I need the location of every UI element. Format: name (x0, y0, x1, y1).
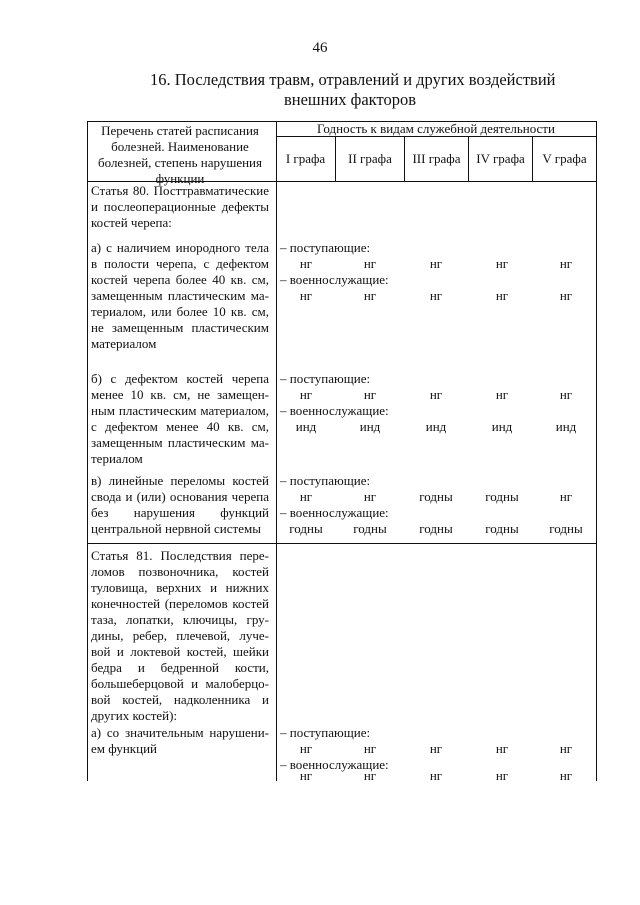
text-line: таза, лопатки, ключицы, гру- (91, 612, 269, 627)
section-title-line-2: внешних факторов (283, 90, 417, 109)
verdict-cell: нг (299, 741, 313, 756)
section-title-line-1: 16. Последствия травм, отравлений и других воздействий (150, 70, 556, 89)
text-line: костей черепа: (91, 215, 172, 230)
verdict-cell: нг (299, 489, 313, 504)
recruits-label: – поступающие: (280, 371, 371, 386)
verdict-cell: нг (559, 741, 573, 756)
text-line: замещенным пластическим ма- (91, 435, 269, 450)
text-line: а) со значительным нарушени- (91, 725, 269, 740)
verdict-cell: нг (429, 768, 443, 783)
verdict-cell: нг (429, 256, 443, 271)
verdict-cell: нг (559, 288, 573, 303)
verdict-cell: годны (549, 521, 583, 536)
verdict-cell: нг (299, 288, 313, 303)
servicemen-label: – военнослужащие: (280, 505, 389, 520)
verdict-cell: нг (559, 256, 573, 271)
text-line: в) линейные переломы костей (91, 473, 269, 488)
verdict-cell: годны (289, 521, 323, 536)
verdict-cell: годны (419, 521, 453, 536)
text-line: без нарушения функций (91, 505, 269, 520)
verdict-cell: нг (363, 489, 377, 504)
header-left-line: болезней, степень нарушения (98, 155, 262, 170)
verdict-cell: инд (359, 419, 381, 434)
verdict-cell: инд (491, 419, 513, 434)
article80-a-text (91, 240, 269, 352)
article-divider (87, 543, 597, 544)
header-left-line: функции (155, 171, 205, 186)
text-line: центральной нервной системы (91, 521, 261, 536)
verdict-cell: нг (495, 768, 509, 783)
verdict-cell: нг (559, 768, 573, 783)
verdict-cell: нг (299, 387, 313, 402)
servicemen-label: – военнослужащие: (280, 757, 389, 772)
column-header-1: I графа (285, 151, 326, 166)
verdict-cell: годны (353, 521, 387, 536)
recruits-label: – поступающие: (280, 725, 371, 740)
text-line: ем функций (91, 741, 157, 756)
column-header-3: III графа (412, 151, 461, 166)
verdict-cell: годны (419, 489, 453, 504)
text-line: конечностей (переломов костей (91, 596, 269, 611)
header-left (88, 123, 272, 187)
text-line: не замещенным пластическим (91, 320, 269, 335)
text-line: а) с наличием инородного тела (91, 240, 269, 255)
table-left-border (87, 121, 88, 781)
verdict-cell: годны (485, 489, 519, 504)
verdict-cell: нг (363, 741, 377, 756)
article81-title (91, 548, 269, 724)
verdict-cell: нг (495, 741, 509, 756)
text-line: материалом (91, 336, 157, 351)
text-line: менее 10 кв. см, не замещен- (91, 387, 269, 402)
text-line: бедра и бедренной кости, (91, 660, 269, 675)
text-line: б) с дефектом костей черепа (91, 371, 269, 386)
text-line: свода и (или) основания черепа (91, 489, 269, 504)
text-line: вой костей, надколенника и (91, 692, 269, 707)
text-line: Статья 80. Посттравматические (91, 183, 269, 198)
text-line: териалом (91, 451, 143, 466)
text-line: замещенным пластическим ма- (91, 288, 269, 303)
text-line: большеберцовой и малоберцо- (91, 676, 269, 691)
article81-a-text (91, 725, 269, 757)
header-right: Годность к видам служебной деятельности (317, 121, 555, 136)
text-line: с дефектом менее 40 кв. см, (91, 419, 269, 434)
text-line: в полости черепа, с дефектом (91, 256, 269, 271)
text-line: дины, ребер, плечевой, луче- (91, 628, 269, 643)
text-line: костей черепа более 40 кв. см, (91, 272, 269, 287)
servicemen-label: – военнослужащие: (280, 272, 389, 287)
text-line: других костей): (91, 708, 178, 723)
verdict-cell: нг (429, 741, 443, 756)
article80-c-text (91, 473, 269, 537)
verdict-cell: нг (559, 387, 573, 402)
verdict-cell: нг (363, 256, 377, 271)
column-header-2: II графа (348, 151, 392, 166)
verdict-cell: инд (555, 419, 577, 434)
text-line: ломов позвоночника, костей (91, 564, 269, 579)
article80-title (91, 183, 269, 231)
recruits-label: – поступающие: (280, 473, 371, 488)
verdict-cell: нг (363, 768, 377, 783)
verdict-cell: нг (495, 387, 509, 402)
verdict-cell: инд (295, 419, 317, 434)
verdict-cell: нг (299, 768, 313, 783)
table-right-border (596, 121, 597, 781)
verdict-cell: годны (485, 521, 519, 536)
column-divider-main (276, 121, 277, 781)
header-left-line: Перечень статей расписания (101, 123, 259, 138)
verdict-cell: нг (495, 288, 509, 303)
text-line: териалом, или более 10 кв. см, (91, 304, 269, 319)
servicemen-label: – военнослужащие: (280, 403, 389, 418)
verdict-cell: нг (363, 387, 377, 402)
text-line: ным пластическим материалом, (91, 403, 269, 418)
section-title (150, 70, 556, 110)
recruits-label: – поступающие: (280, 240, 371, 255)
header-left-line: болезней. Наименование (111, 139, 249, 154)
article80-b-text (91, 371, 269, 467)
verdict-cell: нг (363, 288, 377, 303)
text-line: вой и локтевой костей, шейки (91, 644, 269, 659)
verdict-cell: инд (425, 419, 447, 434)
text-line: Статья 81. Последствия пере- (91, 548, 269, 563)
verdict-cell: нг (429, 288, 443, 303)
text-line: и послеоперационные дефекты (91, 199, 269, 214)
column-header-5: V графа (542, 151, 587, 166)
column-header-4: IV графа (476, 151, 525, 166)
page-number: 46 (312, 40, 328, 56)
text-line: туловища, верхних и нижних (91, 580, 269, 595)
verdict-cell: нг (495, 256, 509, 271)
verdict-cell: нг (299, 256, 313, 271)
verdict-cell: нг (429, 387, 443, 402)
verdict-cell: нг (559, 489, 573, 504)
